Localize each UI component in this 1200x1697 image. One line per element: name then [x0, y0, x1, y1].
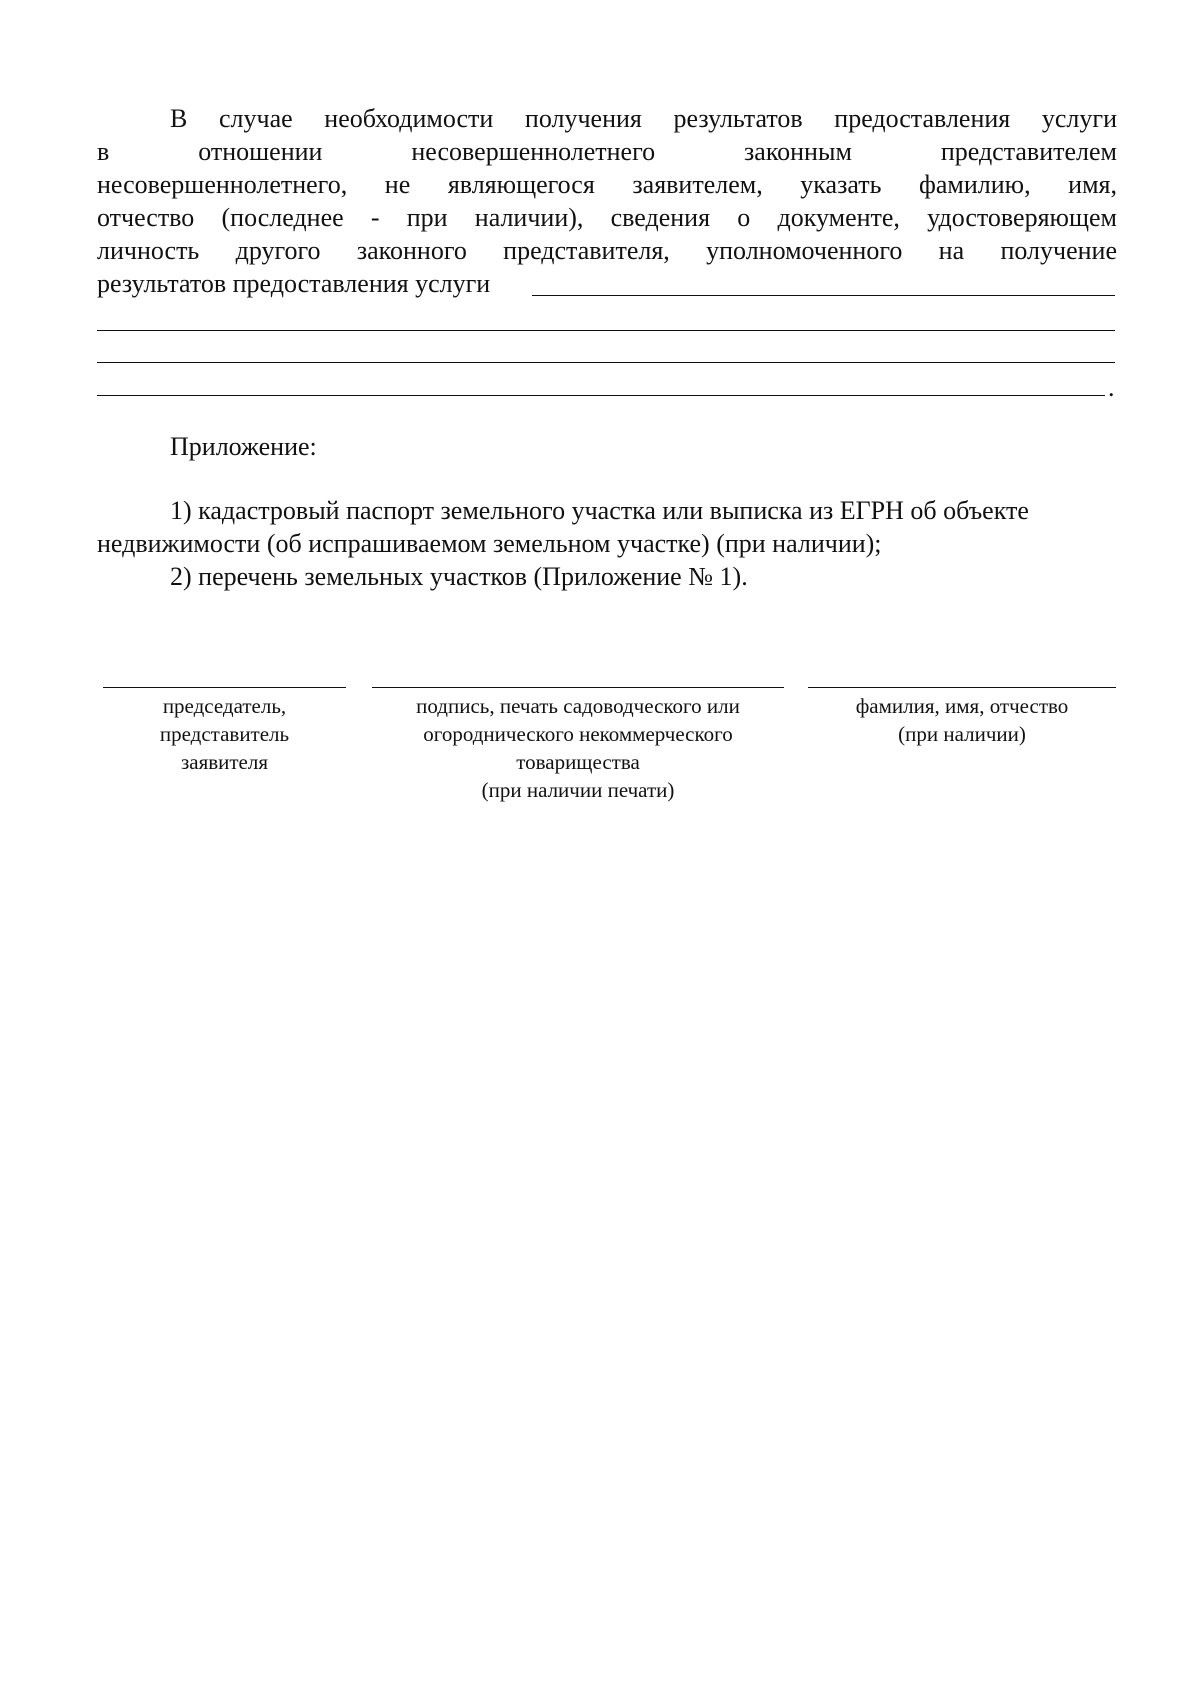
attachment-item-1-cont: недвижимости (об испрашиваемом земельном участке) (при наличии); [97, 529, 882, 558]
intro-line-5: личность другого законного представителя, уполномоченного на получение [97, 236, 1117, 265]
caption-name [808, 692, 1116, 748]
caption-chairman-line-1: председатель, [162, 694, 287, 718]
signature-line-name[interactable] [808, 687, 1116, 688]
caption-chairman [103, 692, 346, 776]
intro-line-4: отчество (последнее - при наличии), сведения о документе, удостоверяющем [97, 203, 1117, 232]
intro-line-2: в отношении несовершеннолетнего законным представителем [97, 137, 1117, 166]
attachment-item-2: 2) перечень земельных участков (Приложение № 1). [170, 562, 748, 591]
caption-name-line-1: фамилия, имя, отчество [855, 694, 1069, 718]
caption-seal-line-2: огороднического некоммерческого [423, 722, 733, 746]
intro-paragraph [97, 102, 1117, 300]
caption-seal-line-4: (при наличии печати) [481, 778, 675, 802]
signature-line-chairman[interactable] [103, 687, 346, 688]
attachment-heading: Приложение: [170, 432, 317, 461]
attachment-item-1: 1) кадастровый паспорт земельного участка или выписка из ЕГРН об объекте [170, 496, 1029, 525]
fill-in-line-2[interactable] [97, 330, 1115, 331]
caption-chairman-line-3: заявителя [180, 750, 269, 774]
caption-seal-line-1: подпись, печать садоводческого или [416, 694, 740, 718]
caption-chairman-line-2: представитель [159, 722, 290, 746]
caption-seal [372, 692, 784, 804]
end-period: . [1108, 373, 1115, 402]
fill-in-line-3[interactable] [97, 362, 1115, 363]
intro-line-6: результатов предоставления услуги [97, 269, 491, 298]
fill-in-line-4[interactable] [97, 395, 1105, 396]
intro-line-3: несовершеннолетнего, не являющегося заявителем, указать фамилию, имя, [97, 170, 1117, 199]
fill-in-line-1[interactable] [532, 295, 1115, 296]
attachment-list [97, 494, 1117, 593]
caption-seal-line-3: товарищества [516, 750, 640, 774]
intro-line-1: В случае необходимости получения результатов предоставления услуги [170, 104, 1117, 133]
caption-name-line-2: (при наличии) [898, 722, 1026, 746]
signature-line-seal[interactable] [372, 687, 784, 688]
